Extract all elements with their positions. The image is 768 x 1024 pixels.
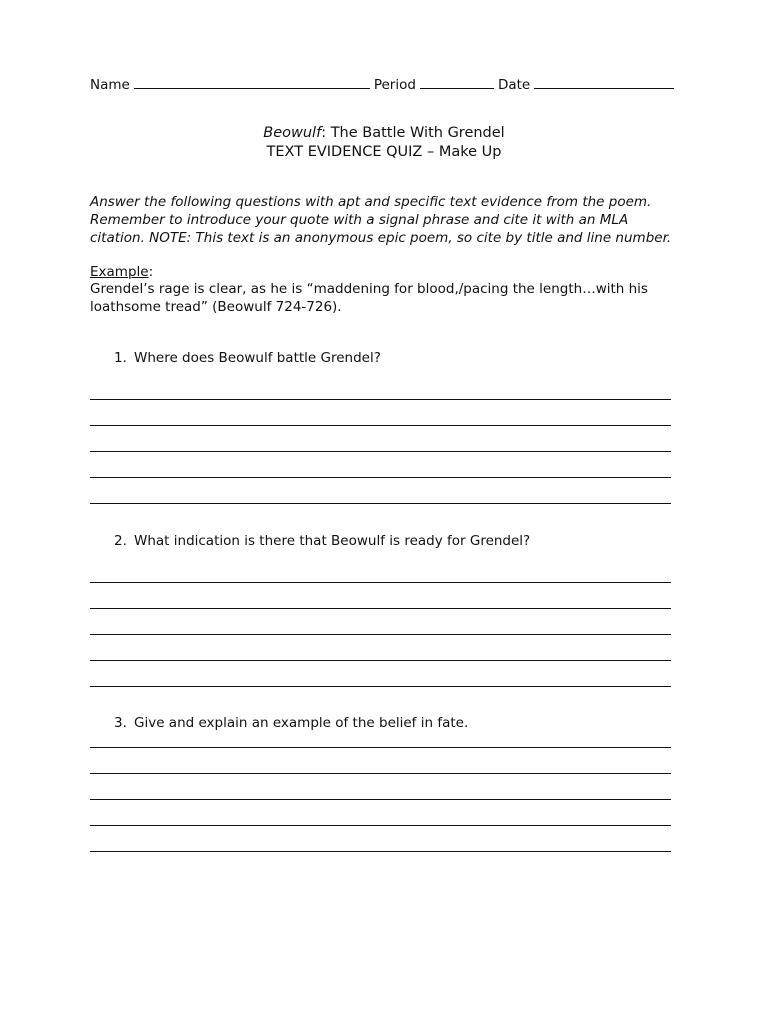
title-subtitle: TEXT EVIDENCE QUIZ – Make Up: [266, 144, 502, 160]
question-2: [114, 533, 530, 549]
example-text: Grendel’s rage is clear, as he is “maddening for blood,/pacing the length…with his loathsome tread” (Beowulf 724-726).: [90, 281, 648, 315]
answer-line-q3-1[interactable]: [90, 747, 671, 748]
title-work-rest: : The Battle With Grendel: [321, 125, 505, 141]
question-number: 1.: [114, 350, 127, 366]
answer-line-q1-5[interactable]: [90, 503, 671, 504]
answer-line-q3-2[interactable]: [90, 773, 671, 774]
answer-line-q2-2[interactable]: [90, 608, 671, 609]
answer-line-q2-3[interactable]: [90, 634, 671, 635]
question-text: Where does Beowulf battle Grendel?: [134, 350, 381, 366]
answer-line-q1-3[interactable]: [90, 451, 671, 452]
answer-line-q2-4[interactable]: [90, 660, 671, 661]
instructions-text: Answer the following questions with apt and specific text evidence from the poem. Remember to introduce your quote with a signal phrase and cite it with an MLA citation. NOTE: This text is an anonymous epic poem, so cite by title and line number.: [90, 194, 672, 246]
title-work-name: Beowulf: [263, 125, 322, 141]
date-blank[interactable]: [534, 74, 674, 89]
answer-line-q3-5[interactable]: [90, 851, 671, 852]
period-label: Period: [373, 77, 416, 93]
answer-line-q3-3[interactable]: [90, 799, 671, 800]
example-label: [90, 264, 153, 280]
answer-line-q1-1[interactable]: [90, 399, 671, 400]
question-number: 2.: [114, 533, 127, 549]
question-3: [114, 715, 468, 731]
name-blank[interactable]: [134, 74, 370, 89]
answer-line-q1-2[interactable]: [90, 425, 671, 426]
question-text: Give and explain an example of the belief in fate.: [134, 715, 469, 731]
answer-line-q2-5[interactable]: [90, 686, 671, 687]
example-label-colon: :: [148, 264, 154, 280]
question-number: 3.: [114, 715, 127, 731]
page-title: [0, 124, 768, 162]
name-label: Name: [90, 77, 130, 93]
answer-line-q1-4[interactable]: [90, 477, 671, 478]
question-text: What indication is there that Beowulf is ready for Grendel?: [134, 533, 531, 549]
title-line: [0, 124, 768, 143]
answer-line-q2-1[interactable]: [90, 582, 671, 583]
question-1: [114, 350, 381, 366]
date-label: Date: [497, 77, 531, 93]
answer-line-q3-4[interactable]: [90, 825, 671, 826]
student-info-line: [90, 74, 674, 93]
example-label-text: Example: [90, 264, 149, 280]
period-blank[interactable]: [420, 74, 494, 89]
